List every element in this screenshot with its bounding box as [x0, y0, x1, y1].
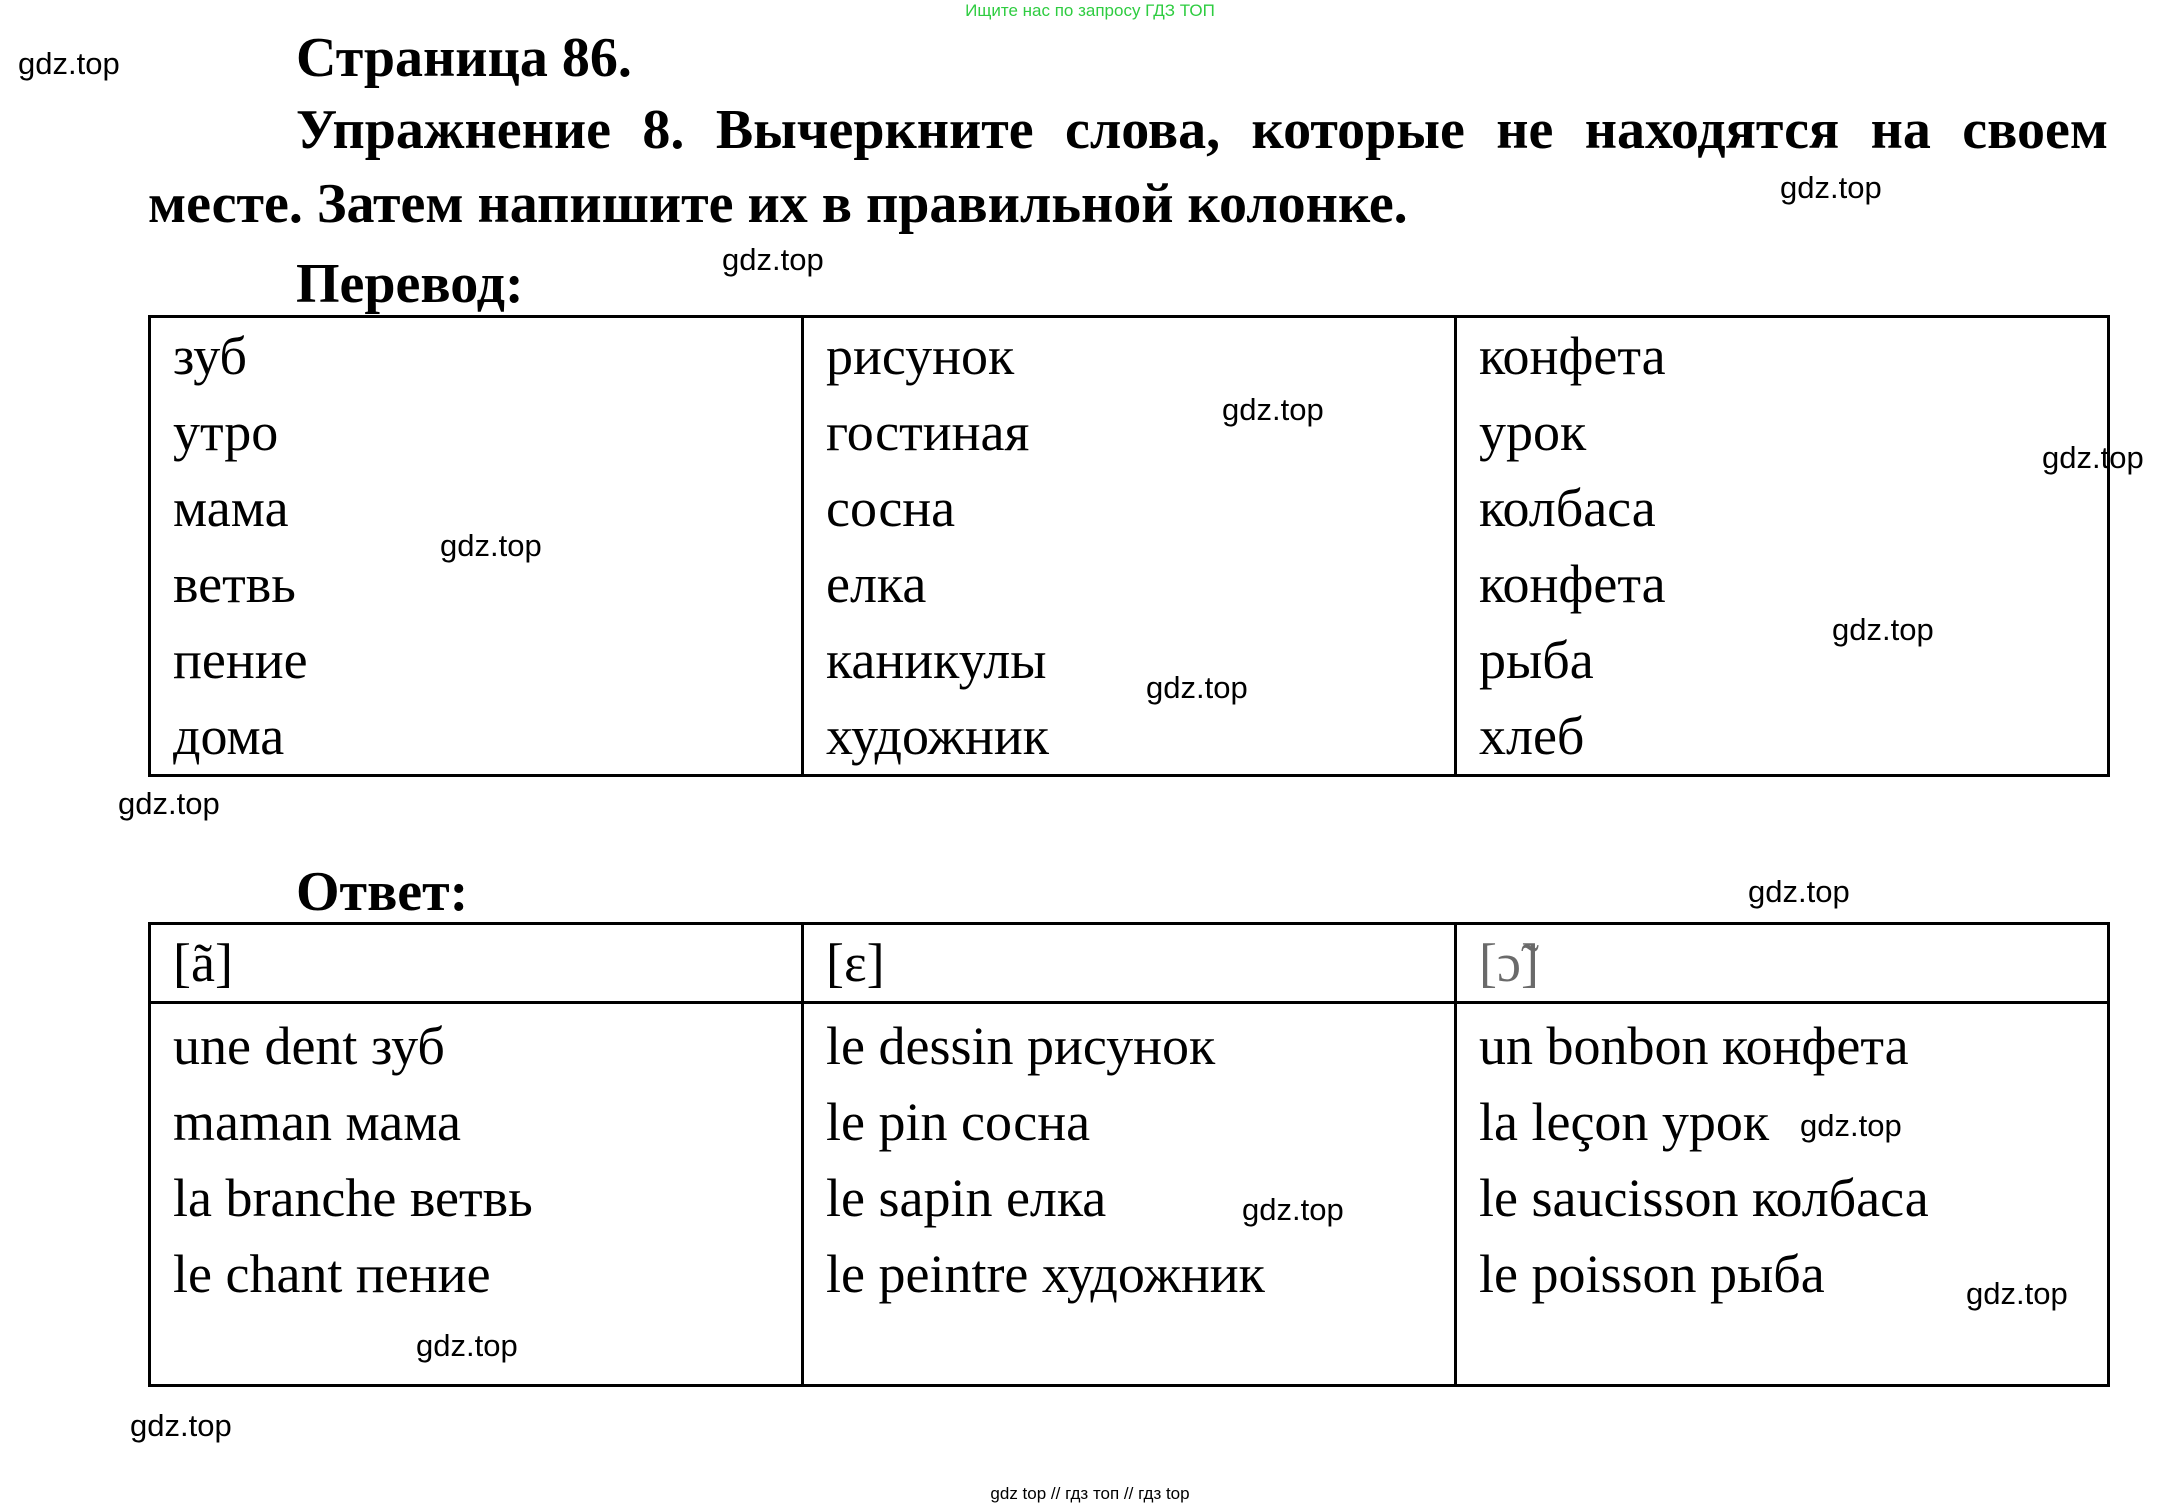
- instruction-word: не: [1496, 99, 1554, 161]
- top-banner: Ищите нас по запросу ГДЗ ТОП: [965, 1, 1215, 20]
- word-cell: конфета: [1479, 554, 1666, 614]
- word-cell: зуб: [173, 326, 247, 386]
- word-cell: урок: [1479, 402, 1587, 462]
- word-cell: утро: [173, 402, 279, 462]
- answer-cell: le poisson рыба: [1479, 1244, 1825, 1304]
- word-cell: сосна: [826, 478, 956, 538]
- answer-cell: le saucisson колбаса: [1479, 1168, 1929, 1228]
- word-cell: гостиная: [826, 402, 1030, 462]
- translation-column-2: [803, 317, 1456, 776]
- watermark: gdz.top: [416, 1328, 518, 1363]
- watermark: gdz.top: [440, 528, 542, 563]
- watermark: gdz.top: [1832, 612, 1934, 647]
- word-cell: елка: [826, 554, 927, 614]
- phoneme-header-o-nasal: [ɔ̃]: [1456, 924, 2109, 1003]
- watermark: gdz.top: [722, 242, 824, 277]
- watermark: gdz.top: [118, 786, 220, 821]
- watermark: gdz.top: [1222, 392, 1324, 427]
- word-cell: мама: [173, 478, 289, 538]
- instruction-word: своем: [1962, 99, 2108, 161]
- word-cell: рыба: [1479, 630, 1594, 690]
- answer-cell: la branche ветвь: [173, 1168, 533, 1228]
- instruction-word: на: [1870, 99, 1931, 161]
- watermark: gdz.top: [18, 46, 120, 81]
- answer-table: [148, 922, 2110, 1387]
- answer-column-2: [803, 1003, 1456, 1386]
- word-cell: каникулы: [826, 630, 1047, 690]
- page-title: Страница 86.: [296, 27, 632, 89]
- watermark: gdz.top: [1780, 170, 1882, 205]
- word-cell: дома: [173, 706, 285, 766]
- word-cell: художник: [826, 706, 1050, 766]
- instruction-word: Упражнение: [296, 99, 612, 161]
- word-cell: рисунок: [826, 326, 1015, 386]
- answer-cell: maman мама: [173, 1092, 461, 1152]
- phoneme-header-a-nasal: [ã]: [150, 924, 803, 1003]
- watermark: gdz.top: [1800, 1108, 1902, 1143]
- answer-cell: le dessin рисунок: [826, 1016, 1216, 1076]
- answer-cell: une dent зуб: [173, 1016, 445, 1076]
- answer-cell: le sapin елка: [826, 1168, 1107, 1228]
- instruction-word: Вычеркните: [715, 99, 1034, 161]
- translation-heading: Перевод:: [296, 253, 524, 315]
- watermark: gdz.top: [1966, 1276, 2068, 1311]
- word-cell: ветвь: [173, 554, 296, 614]
- watermark: gdz.top: [1146, 670, 1248, 705]
- answer-cell: le chant пение: [173, 1244, 491, 1304]
- watermark: gdz.top: [130, 1408, 232, 1443]
- translation-column-3: [1456, 317, 2109, 776]
- word-cell: конфета: [1479, 326, 1666, 386]
- watermark: gdz.top: [1748, 874, 1850, 909]
- instruction-word: находятся: [1584, 99, 1840, 161]
- word-cell: колбаса: [1479, 478, 1656, 538]
- exercise-instruction-line-2: месте. Затем напишите их в правильной колонке.: [148, 173, 1408, 235]
- word-cell: хлеб: [1479, 706, 1585, 766]
- answer-cell: la leçon урок: [1479, 1092, 1770, 1152]
- answer-cell: un bonbon конфета: [1479, 1016, 1909, 1076]
- answer-cell: le pin сосна: [826, 1092, 1091, 1152]
- answer-column-3: [1456, 1003, 2109, 1386]
- instruction-word: 8.: [642, 99, 685, 161]
- watermark: gdz.top: [1242, 1192, 1344, 1227]
- answer-heading: Ответ:: [296, 861, 469, 923]
- watermark: gdz.top: [2042, 440, 2144, 475]
- exercise-instruction-line-1: [296, 98, 2108, 162]
- word-cell: пение: [173, 630, 308, 690]
- phoneme-header-epsilon: [ε]: [803, 924, 1456, 1003]
- answer-cell: le peintre художник: [826, 1244, 1265, 1304]
- bottom-watermark-bar: gdz top // гдз топ // гдз top: [990, 1484, 1190, 1503]
- instruction-word: которые: [1251, 99, 1465, 161]
- instruction-word: слова,: [1065, 99, 1221, 161]
